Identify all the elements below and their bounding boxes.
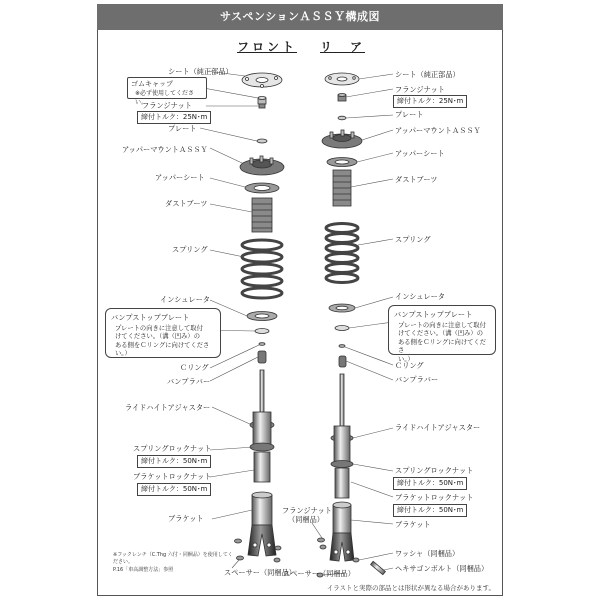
front-upper-mount — [240, 156, 284, 175]
front-wrench-note: ※フックレンチ（C.Thg 六付・同梱品）を使用してください。 P.16「車高調整方法」参照 — [113, 552, 233, 573]
rear-insulator-label: インシュレータ — [395, 292, 445, 301]
rear-sheet — [325, 73, 359, 85]
rear-spring-lock-torque: 締付トルク：50N･m — [393, 477, 467, 490]
front-bracket-label: ブラケット — [168, 514, 204, 523]
rear-bumpstop-title: バンプストップブレート — [394, 310, 473, 319]
front-spring-label: スプリング — [172, 245, 208, 254]
front-spring-lock-nut-label: スプリングロックナット — [133, 444, 212, 453]
rear-washer-label: ワッシャ（同梱品） — [395, 549, 460, 558]
front-bracket-lock-torque: 締付トルク：50N･m — [137, 483, 211, 496]
rear-upper-mount-label: アッパーマウントＡＳＳＹ — [395, 126, 481, 135]
front-dust-boot-label: ダストブーツ — [165, 199, 208, 208]
front-sheet — [242, 73, 282, 88]
front-c-ring-label: Ｃリング — [180, 363, 209, 372]
rear-dust-boot-label: ダストブーツ — [395, 175, 438, 184]
front-insulator — [247, 312, 277, 321]
front-bumpstop-body: プレートの向きに注意して取付 けてください。（溝（凹み）の ある側をＣリングに向けてくださ い。） — [115, 324, 210, 358]
rear-bump-rubber — [339, 356, 346, 367]
front-column-label: フロント — [237, 40, 298, 54]
diagram-title: サスペンションＡＳＳＹ構成図 — [97, 4, 503, 30]
front-flange-nut — [258, 97, 266, 109]
front-spring — [242, 240, 282, 298]
rear-upper-mount — [322, 130, 362, 148]
rear-insulator — [329, 304, 355, 312]
front-sheet-label: シート（純正部品） — [168, 67, 233, 76]
front-plate — [257, 139, 267, 143]
rear-bracket — [330, 502, 354, 561]
front-upper-sheet — [245, 183, 279, 193]
front-bumpstop-note — [105, 308, 221, 358]
rear-bracket-lock-nut-label: ブラケットロックナット — [395, 493, 474, 502]
front-bumpstop-title: バンプストップブレート — [111, 313, 190, 322]
rear-plate — [338, 116, 346, 120]
front-upper-mount-label: アッパーマウントＡＳＳＹ — [122, 145, 208, 154]
rear-bumpstop-note — [388, 305, 496, 363]
rear-bracket-label: ブラケット — [395, 520, 431, 529]
front-upper-sheet-label: アッパーシート — [155, 173, 205, 182]
front-dust-boot — [252, 198, 272, 232]
front-flange-torque: 締付トルク：25N･m — [137, 111, 211, 124]
rear-dust-boot — [333, 170, 351, 206]
rear-flange-nut — [338, 94, 346, 102]
rear-plate-label: プレート — [395, 110, 424, 119]
rear-flange-nut-bundled-sub: （同梱品） — [288, 515, 324, 524]
rear-bump-rubber-label: バンプラバー — [395, 375, 439, 384]
rear-column-label: リ ア — [320, 40, 366, 54]
front-bracket — [248, 492, 276, 556]
rear-shock-body — [331, 426, 353, 498]
front-plate-label: プレート — [168, 124, 197, 133]
rear-assembly — [317, 73, 385, 577]
front-insulator-label: インシュレータ — [160, 295, 210, 304]
front-assembly — [235, 73, 285, 562]
rear-sheet-label: シート（純正部品） — [395, 70, 460, 79]
front-spring-lock-torque: 締付トルク：50N･m — [137, 455, 211, 468]
rear-hex-bolt-label: ヘキサゴンボルト（同梱品） — [395, 564, 489, 573]
footer-disclaimer: イラストと実際の部品とは形状が異なる場合があります。 — [326, 584, 495, 592]
front-bump-rubber-label: バンプラバー — [167, 377, 211, 386]
rear-spring-label: スプリング — [395, 235, 431, 244]
rear-flange-nut-bundled-label: フランジナット — [282, 506, 332, 515]
rear-spring — [326, 224, 358, 283]
front-spacer-label: スペーサー（同梱品） — [224, 568, 296, 577]
front-bump-rubber — [258, 351, 266, 363]
front-piston-rod — [260, 370, 264, 412]
rear-flange-torque: 締付トルク：25N･m — [393, 95, 467, 108]
front-rubber-cap-note: ※必ず使用してください。 — [135, 90, 195, 106]
rear-bumpstop-plate — [335, 326, 349, 331]
rear-c-ring — [339, 345, 345, 348]
rear-bracket-lock-torque: 締付トルク：50N･m — [393, 504, 467, 517]
front-flange-nut-label: フランジナット — [142, 101, 192, 110]
front-bumpstop-plate — [255, 329, 269, 334]
rear-spring-lock-nut-label: スプリングロックナット — [395, 466, 474, 475]
rear-bumpstop-body: プレートの向きに注意して取付 けてください。（溝（凹み）の ある側をＣリングに向けてくださ い。） — [398, 321, 487, 363]
rear-flange-nut-label: フランジナット — [395, 85, 445, 94]
front-c-ring — [259, 343, 265, 346]
rear-upper-sheet-label: アッパーシート — [395, 149, 445, 158]
front-ride-height-label: ライドハイトアジャスター — [125, 403, 211, 412]
rear-c-ring-label: Ｃリング — [395, 361, 424, 370]
rear-ride-height-label: ライドハイトアジャスター — [395, 423, 481, 432]
front-bracket-lock-nut-label: ブラケットロックナット — [133, 472, 212, 481]
front-rubber-cap-label: ゴムキャップ — [131, 80, 173, 88]
rear-upper-sheet — [327, 158, 357, 167]
rear-spacer-label: スペーサー（同梱品） — [283, 569, 355, 578]
rear-piston-rod — [340, 374, 344, 426]
